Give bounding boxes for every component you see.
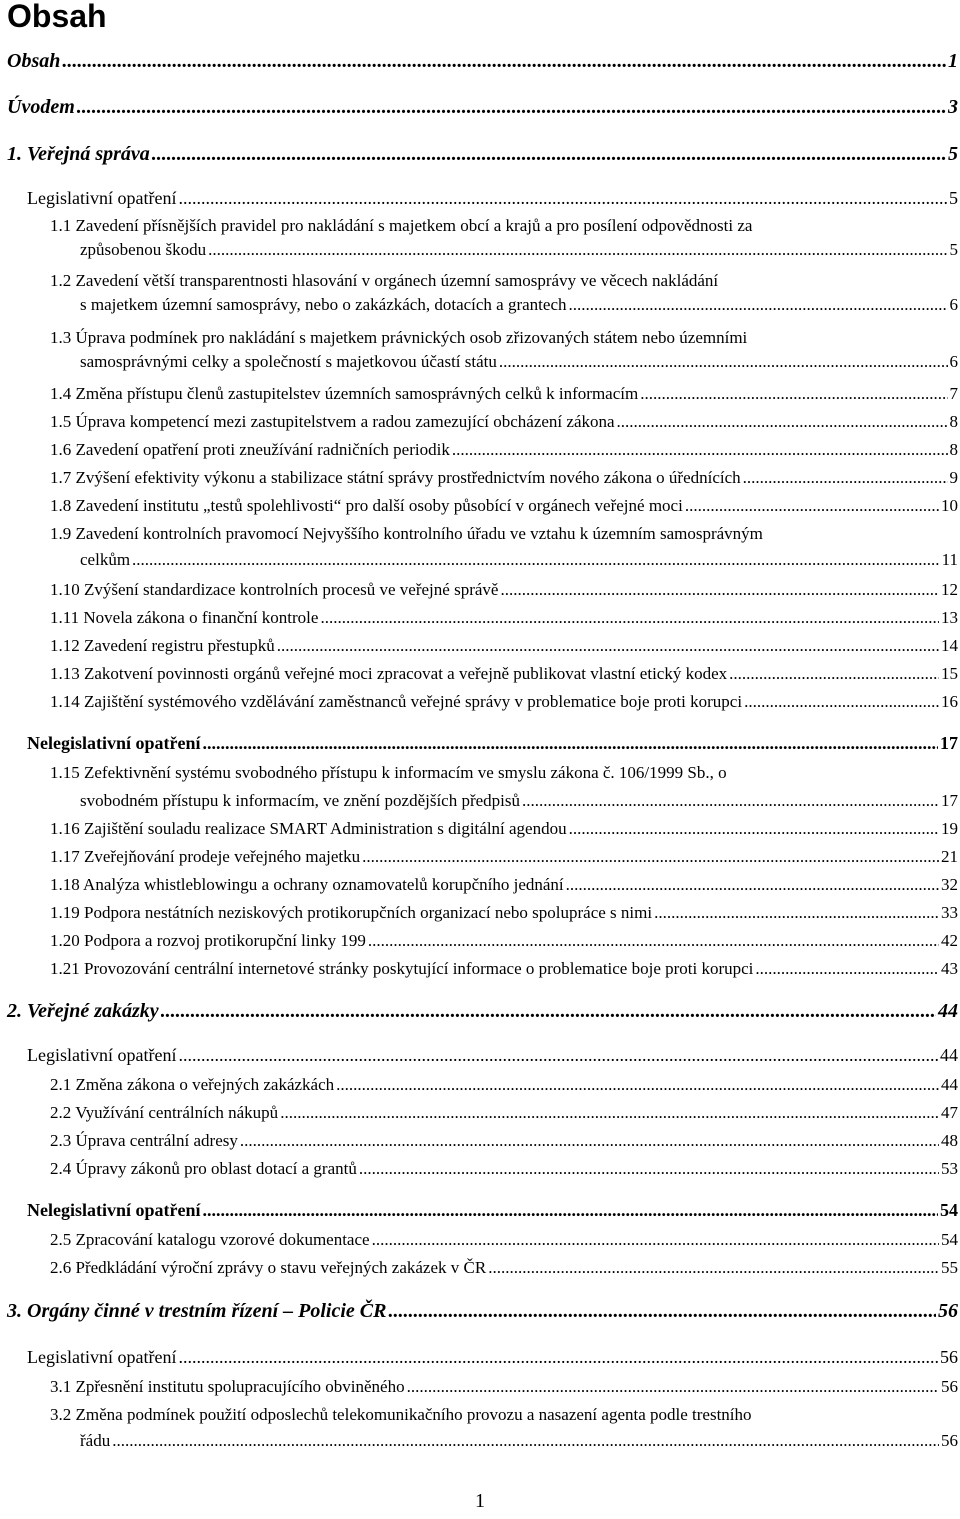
toc-entry[interactable]: [50, 636, 958, 656]
toc-entry-label[interactable]: 1.1 Zavedení přísnějších pravidel pro nakládání s majetkem obcí a krajů a pro posílení odpovědnosti za: [50, 216, 753, 235]
toc-page-number: 5: [949, 188, 958, 208]
toc-entry[interactable]: [50, 580, 958, 600]
toc-entry[interactable]: [50, 1159, 958, 1179]
toc-page-number: 19: [941, 819, 958, 838]
toc-entry[interactable]: [50, 819, 958, 839]
toc-entry-label: 1.8 Zavedení institutu „testů spolehlivosti“ pro další osoby působící v orgánech veřejné moci: [50, 496, 683, 515]
toc-entry[interactable]: [27, 1200, 958, 1221]
toc-page-number: 56: [940, 1347, 958, 1367]
leader-dots: [178, 188, 947, 209]
toc-entry-label[interactable]: 1.15 Zefektivnění systému svobodného přístupu k informacím ve smyslu zákona č. 106/1999 Sb., o: [50, 763, 727, 782]
toc-page-number: 5: [949, 240, 958, 259]
toc-page-number: 44: [938, 1000, 958, 1022]
leader-dots: [178, 1347, 938, 1368]
toc-page-number: 6: [949, 352, 958, 371]
toc-page-number: 48: [941, 1131, 958, 1150]
toc-page-number: 56: [938, 1300, 958, 1322]
toc-entry-continuation: samosprávnými celky a společností s majetkovou účastí státu: [80, 352, 497, 371]
toc-entry[interactable]: [50, 440, 958, 460]
toc-entry-label[interactable]: 1.2 Zavedení větší transparentnosti hlasování v orgánech územní samosprávy ve věcech nakládání: [50, 271, 719, 290]
toc-entry-label: 1.18 Analýza whistleblowingu a ochrany oznamovatelů korupčního jednání: [50, 875, 564, 894]
toc-page-number: 42: [941, 931, 958, 950]
leader-dots: [452, 440, 948, 460]
toc-entry[interactable]: [27, 733, 958, 754]
toc-page-number: 11: [941, 550, 958, 569]
leader-dots: [407, 1377, 939, 1397]
toc-entry[interactable]: [80, 550, 958, 570]
toc-entry-label: 1.12 Zavedení registru přestupků: [50, 636, 275, 655]
leader-dots: [112, 1431, 939, 1451]
toc-entry-label: Legislativní opatření: [27, 188, 177, 208]
toc-entry-label: 1.10 Zvýšení standardizace kontrolních procesů ve veřejné správě: [50, 580, 499, 599]
toc-entry-label: 2.6 Předkládání výroční zprávy o stavu veřejných zakázek v ČR: [50, 1258, 487, 1277]
toc-page-number: 5: [948, 143, 958, 165]
toc-entry-label: Nelegislativní opatření: [27, 1200, 201, 1220]
toc-entry[interactable]: [27, 1347, 958, 1368]
toc-entry[interactable]: [7, 50, 958, 73]
toc-page-number: 47: [941, 1103, 958, 1122]
leader-dots: [336, 1075, 939, 1095]
leader-dots: [132, 550, 940, 570]
toc-entry-label: 1.20 Podpora a rozvoj protikorupční linky 199: [50, 931, 366, 950]
toc-entry-label: 2.4 Úpravy zákonů pro oblast dotací a grantů: [50, 1159, 357, 1178]
toc-entry[interactable]: [50, 412, 958, 432]
leader-dots: [685, 496, 939, 516]
toc-page-number: 9: [949, 468, 958, 487]
toc-entry-label: 1.14 Zajištění systémového vzdělávání zaměstnanců veřejné správy v problematice boje proti korupci: [50, 692, 743, 711]
toc-entry-label: 3.1 Zpřesnění institutu spolupracujícího obviněného: [50, 1377, 405, 1396]
toc-page-number: 56: [941, 1377, 958, 1396]
toc-entry-label: 1.5 Úprava kompetencí mezi zastupitelstvem a radou zamezující obcházení zákona: [50, 412, 615, 431]
toc-entry[interactable]: [80, 240, 958, 260]
toc-entry[interactable]: [80, 295, 958, 315]
leader-dots: [359, 1159, 939, 1179]
leader-dots: [617, 412, 948, 432]
toc-entry[interactable]: [50, 847, 958, 867]
toc-entry-label: 2.5 Zpracování katalogu vzorové dokumentace: [50, 1230, 370, 1249]
toc-entry[interactable]: [50, 384, 958, 404]
leader-dots: [77, 96, 946, 119]
toc-entry[interactable]: [50, 1131, 958, 1151]
leader-dots: [640, 384, 947, 404]
leader-dots: [729, 664, 939, 684]
leader-dots: [362, 847, 939, 867]
toc-entry[interactable]: [50, 608, 958, 628]
toc-entry-continuation: celkům: [80, 550, 131, 569]
toc-page-number: 3: [948, 96, 958, 118]
toc-entry-label: 2.1 Změna zákona o veřejných zakázkách: [50, 1075, 335, 1094]
toc-entry-label[interactable]: 1.9 Zavedení kontrolních pravomocí Nejvyššího kontrolního úřadu ve vztahu k územním samosprávným: [50, 524, 763, 543]
toc-entry[interactable]: [80, 1431, 958, 1451]
leader-dots: [368, 931, 939, 951]
toc-entry-label: 1.17 Zveřejňování prodeje veřejného majetku: [50, 847, 361, 866]
toc-page-number: 53: [941, 1159, 958, 1178]
toc-entry-continuation: řádu: [80, 1431, 111, 1450]
leader-dots: [654, 903, 939, 923]
toc-entry[interactable]: [7, 1000, 958, 1023]
toc-entry[interactable]: [50, 1230, 958, 1250]
toc-entry-continuation: způsobenou škodu: [80, 240, 207, 259]
leader-dots: [488, 1258, 939, 1278]
toc-entry[interactable]: [50, 959, 958, 979]
leader-dots: [500, 580, 939, 600]
page-title: Obsah: [7, 0, 107, 34]
leader-dots: [277, 636, 939, 656]
toc-entry[interactable]: [7, 1300, 958, 1323]
toc-entry[interactable]: [50, 692, 958, 712]
leader-dots: [499, 352, 948, 372]
toc-entry[interactable]: [50, 1377, 958, 1397]
leader-dots: [388, 1300, 936, 1323]
leader-dots: [744, 692, 939, 712]
toc-entry[interactable]: [50, 1103, 958, 1123]
toc-page-number: 10: [941, 496, 958, 515]
leader-dots: [569, 819, 939, 839]
toc-entry[interactable]: [7, 143, 958, 166]
toc-entry-label: 1.19 Podpora nestátních neziskových protikorupčních organizací nebo spolupráce s nimi: [50, 903, 653, 922]
toc-entry-label: 1.13 Zakotvení povinnosti orgánů veřejné moci zpracovat a veřejně publikovat vlastní etický kodex: [50, 664, 728, 683]
toc-page-number: 15: [941, 664, 958, 683]
toc-entry-label: 3. Orgány činné v trestním řízení – Policie ČR: [7, 1300, 387, 1322]
toc-page-number: 55: [941, 1258, 958, 1277]
page-number: 1: [475, 1490, 485, 1512]
toc-page-number: 33: [941, 903, 958, 922]
toc-entry-label: Nelegislativní opatření: [27, 733, 201, 753]
leader-dots: [569, 295, 948, 315]
toc-entry-label: 2.3 Úprava centrální adresy: [50, 1131, 238, 1150]
toc-page-number: 44: [941, 1075, 958, 1094]
toc-entry[interactable]: [27, 1045, 958, 1066]
toc-entry[interactable]: [80, 352, 958, 372]
leader-dots: [178, 1045, 938, 1066]
toc-entry-label: 1. Veřejná správa: [7, 143, 150, 165]
toc-entry[interactable]: [50, 931, 958, 951]
toc-page-number: 1: [948, 50, 958, 72]
toc-entry-label: 1.6 Zavedení opatření proti zneužívání radničních periodik: [50, 440, 450, 459]
toc-page-number: 8: [949, 440, 958, 459]
toc-entry-label: Obsah: [7, 50, 61, 72]
toc-page-number: 16: [941, 692, 958, 711]
toc-entry-continuation: s majetkem územní samosprávy, nebo o zakázkách, dotacích a grantech: [80, 295, 567, 314]
toc-page-number: 43: [941, 959, 958, 978]
toc-page-number: 44: [940, 1045, 958, 1065]
toc-entry[interactable]: [50, 664, 958, 684]
toc-entry[interactable]: [50, 496, 958, 516]
leader-dots: [208, 240, 947, 260]
toc-page-number: 17: [941, 791, 958, 810]
toc-entry-label[interactable]: 1.3 Úprava podmínek pro nakládání s majetkem právnických osob zřizovaných státem nebo územními: [50, 328, 748, 347]
leader-dots: [280, 1103, 939, 1123]
toc-entry-label: 1.16 Zajištění souladu realizace SMART Administration s digitální agendou: [50, 819, 567, 838]
toc-entry[interactable]: [50, 875, 958, 895]
toc-entry[interactable]: [7, 96, 958, 119]
toc-page-number: 21: [941, 847, 958, 866]
toc-entry-label: 1.11 Novela zákona o finanční kontrole: [50, 608, 319, 627]
leader-dots: [372, 1230, 939, 1250]
toc-entry-label: 1.4 Změna přístupu členů zastupitelstev územních samosprávných celků k informacím: [50, 384, 639, 403]
toc-page-number: 54: [941, 1230, 958, 1249]
leader-dots: [320, 608, 939, 628]
toc-page-number: 7: [949, 384, 958, 403]
toc-entry[interactable]: [50, 1075, 958, 1095]
toc-entry-label: Legislativní opatření: [27, 1045, 177, 1065]
toc-page-number: 8: [949, 412, 958, 431]
leader-dots: [743, 468, 948, 488]
toc-page-number: 14: [941, 636, 958, 655]
toc-page-number: 56: [941, 1431, 958, 1450]
toc-entry-label: Legislativní opatření: [27, 1347, 177, 1367]
toc-page-number: 54: [940, 1200, 958, 1220]
toc-page-number: 13: [941, 608, 958, 627]
leader-dots: [240, 1131, 939, 1151]
toc-entry[interactable]: [50, 903, 958, 923]
toc-page-number: 12: [941, 580, 958, 599]
leader-dots: [161, 1000, 936, 1023]
toc-page-number: 32: [941, 875, 958, 894]
toc-page-number: 6: [949, 295, 958, 314]
leader-dots: [566, 875, 939, 895]
leader-dots: [62, 50, 946, 73]
toc-entry-label: 1.21 Provozování centrální internetové stránky poskytující informace o problematice boje proti korupci: [50, 959, 754, 978]
toc-entry-label[interactable]: 3.2 Změna podmínek použití odposlechů telekomunikačního provozu a nasazení agenta podle trestního: [50, 1405, 752, 1424]
toc-entry[interactable]: [50, 468, 958, 488]
toc-page-number: 17: [940, 733, 958, 753]
toc-entry-continuation: svobodném přístupu k informacím, ve znění pozdějších předpisů: [80, 791, 521, 810]
toc-entry-label: 2. Veřejné zakázky: [7, 1000, 159, 1022]
toc-entry[interactable]: [50, 1258, 958, 1278]
toc-entry-label: Úvodem: [7, 96, 75, 118]
toc-entry[interactable]: [80, 791, 958, 811]
leader-dots: [203, 733, 939, 754]
leader-dots: [152, 143, 946, 166]
toc-entry-label: 2.2 Využívání centrálních nákupů: [50, 1103, 279, 1122]
leader-dots: [203, 1200, 939, 1221]
toc-entry[interactable]: [27, 188, 958, 209]
leader-dots: [755, 959, 939, 979]
leader-dots: [522, 791, 939, 811]
toc-entry-label: 1.7 Zvýšení efektivity výkonu a stabilizace státní správy prostřednictvím nového zákona o úřednících: [50, 468, 741, 487]
